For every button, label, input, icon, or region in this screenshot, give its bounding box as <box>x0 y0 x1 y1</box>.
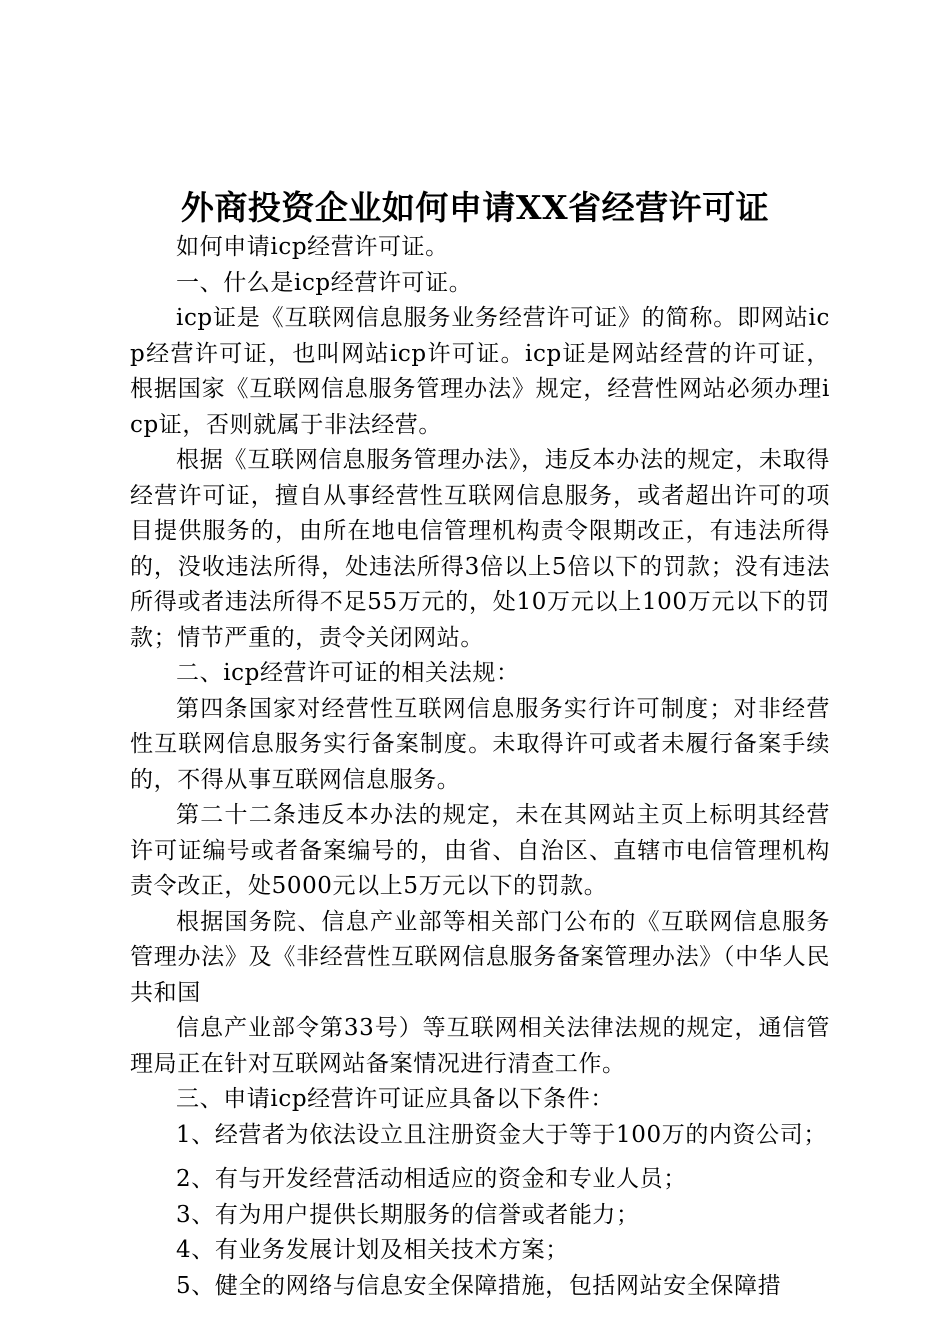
paragraph: 如何申请icp经营许可证。 <box>176 234 449 260</box>
list-item: 3、有为用户提供长期服务的信誉或者能力； <box>176 1201 640 1228</box>
paragraph: icp证是《互联网信息服务业务经营许可证》的简称。即网站icp经营许可证，也叫网站icp许可证。icp证是网站经营的许可证，根据国家《互联网信息服务管理办法》规定，经营性网站必须办理icp证，否则就属于非法经营。 <box>130 305 831 438</box>
list-item: 5、健全的网络与信息安全保障措施，包括网站安全保障措 <box>176 1272 782 1299</box>
list-item: 2、有与开发经营活动相适应的资金和专业人员； <box>176 1166 687 1192</box>
document-title: 外商投资企业如何申请XX省经营许可证 <box>180 188 770 227</box>
paragraph: 根据《互联网信息服务管理办法》，违反本办法的规定，未取得经营许可证，擅自从事经营性互联网信息服务，或者超出许可的项目提供服务的，由所在地电信管理机构责令限期改正，有违法所得的，没收违法所得，处违法所得3倍以上5倍以下的罚款；没有违法所得或者违法所得不足55万元的，处10万元以上100万元以下的罚款；情节严重的，责令关闭网站。 <box>130 447 830 651</box>
paragraph: 第二十二条违反本办法的规定，未在其网站主页上标明其经营许可证编号或者备案编号的，由省、自治区、直辖市电信管理机构责令改正，处5000元以上5万元以下的罚款。 <box>130 802 830 899</box>
section-heading: 三、申请icp经营许可证应具备以下条件： <box>176 1086 614 1112</box>
paragraph: 根据国务院、信息产业部等相关部门公布的《互联网信息服务管理办法》及《非经营性互联网信息服务备案管理办法》（中华人民共和国 <box>130 908 830 1006</box>
list-item: 4、有业务发展计划及相关技术方案； <box>176 1237 569 1263</box>
paragraph: 第四条国家对经营性互联网信息服务实行许可制度；对非经营性互联网信息服务实行备案制度。未取得许可或者未履行备案手续的，不得从事互联网信息服务。 <box>130 695 830 793</box>
paragraph: 信息产业部令第33号）等互联网相关法律法规的规定，通信管理局正在针对互联网站备案情况进行清查工作。 <box>130 1015 830 1077</box>
section-heading: 二、icp经营许可证的相关法规： <box>176 660 520 686</box>
document-body <box>130 230 830 1304</box>
section-heading: 一、什么是icp经营许可证。 <box>176 269 473 296</box>
list-item: 1、经营者为依法设立且注册资金大于等于100万的内资公司； <box>176 1121 827 1148</box>
